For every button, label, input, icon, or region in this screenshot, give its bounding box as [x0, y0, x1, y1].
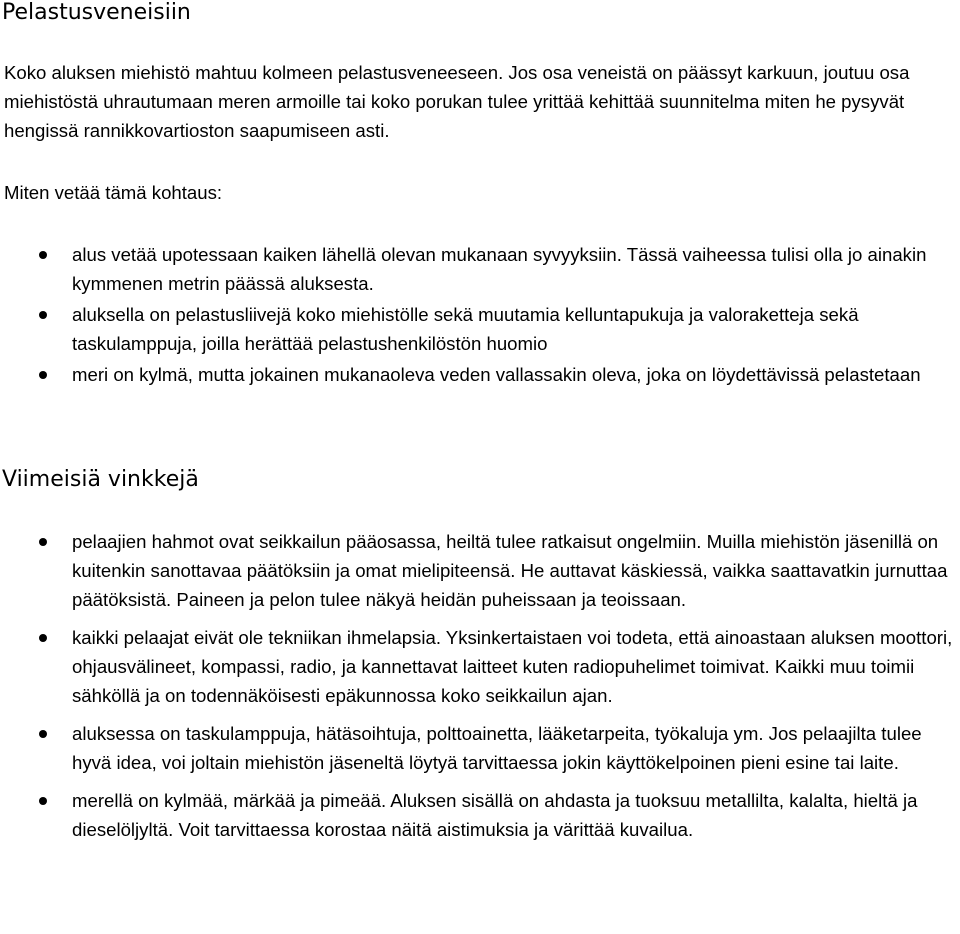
intro-paragraph: Koko aluksen miehistö mahtuu kolmeen pelastusveneeseen. Jos osa veneistä on päässyt karkuun, joutuu osa miehistöstä uhrautumaan meren armoille tai koko porukan tulee yrittää kehittää suunnitelma miten he pysyvät hengissä rannikkovartioston saapumiseen asti. [4, 62, 910, 141]
list-item-text: merellä on kylmää, märkää ja pimeää. Aluksen sisällä on ahdasta ja tuoksuu metallilta, kalalta, hieltä ja dieselöljyltä. Voit tarvittaessa korostaa näitä aistimuksia ja värittää kuvailua. [72, 790, 918, 840]
list-item-text: meri on kylmä, mutta jokainen mukanaoleva veden vallassakin oleva, joka on löydettävissä pelastetaan [72, 364, 921, 385]
list-item [0, 719, 960, 777]
list-item-text: aluksessa on taskulamppuja, hätäsoihtuja, polttoainetta, lääketarpeita, työkaluja ym. Jos pelaajilta tulee hyvä idea, voi joltain miehistön jäseneltä löytyä tarvittaessa jokin käyttökelpoinen pieni esine tai laite. [72, 723, 922, 773]
list-item-text: pelaajien hahmot ovat seikkailun pääosassa, heiltä tulee ratkaisut ongelmiin. Muilla miehistön jäsenillä on kuitenkin sanottavaa päätöksiin ja omat mielipiteensä. He auttavat käskiessä, vaikka saattavatkin jurnuttaa päätöksistä. Paineen ja pelon tulee näkyä heidän puheissaan ja teoissaan. [72, 531, 948, 610]
list-item [0, 623, 960, 710]
section-heading-pelastusveneisiin: Pelastusveneisiin [2, 0, 191, 25]
list-item-text: alus vetää upotessaan kaiken lähellä olevan mukanaan syvyyksiin. Tässä vaiheessa tulisi olla jo ainakin kymmenen metrin päässä aluksesta. [72, 244, 927, 294]
bullet-dot-icon [39, 730, 47, 738]
list-item [0, 786, 960, 844]
bullet-dot-icon [39, 311, 47, 319]
scene-tips-list [0, 240, 960, 391]
list-item [0, 360, 960, 389]
list-item [0, 527, 960, 614]
section-heading-viimeisia-vinkkeja: Viimeisiä vinkkejä [2, 467, 199, 492]
lead-paragraph: Miten vetää tämä kohtaus: [4, 182, 223, 203]
bullet-dot-icon [39, 251, 47, 259]
bullet-dot-icon [39, 371, 47, 379]
final-tips-list [0, 527, 960, 853]
list-item [0, 300, 960, 358]
list-item-text: kaikki pelaajat eivät ole tekniikan ihmelapsia. Yksinkertaistaen voi todeta, että ainoastaan aluksen moottori, ohjausvälineet, kompassi, radio, ja kannettavat laitteet kuten radiopuhelimet toimivat. Kaikki muu toimii sähköllä ja on todennäköisesti epäkunnossa koko seikkailun ajan. [72, 627, 953, 706]
bullet-dot-icon [39, 634, 47, 642]
list-item-text: aluksella on pelastusliivejä koko miehistölle sekä muutamia kelluntapukuja ja valoraketteja sekä taskulamppuja, joilla herättää pelastushenkilöstön huomio [72, 304, 859, 354]
bullet-dot-icon [39, 797, 47, 805]
list-item [0, 240, 960, 298]
bullet-dot-icon [39, 538, 47, 546]
